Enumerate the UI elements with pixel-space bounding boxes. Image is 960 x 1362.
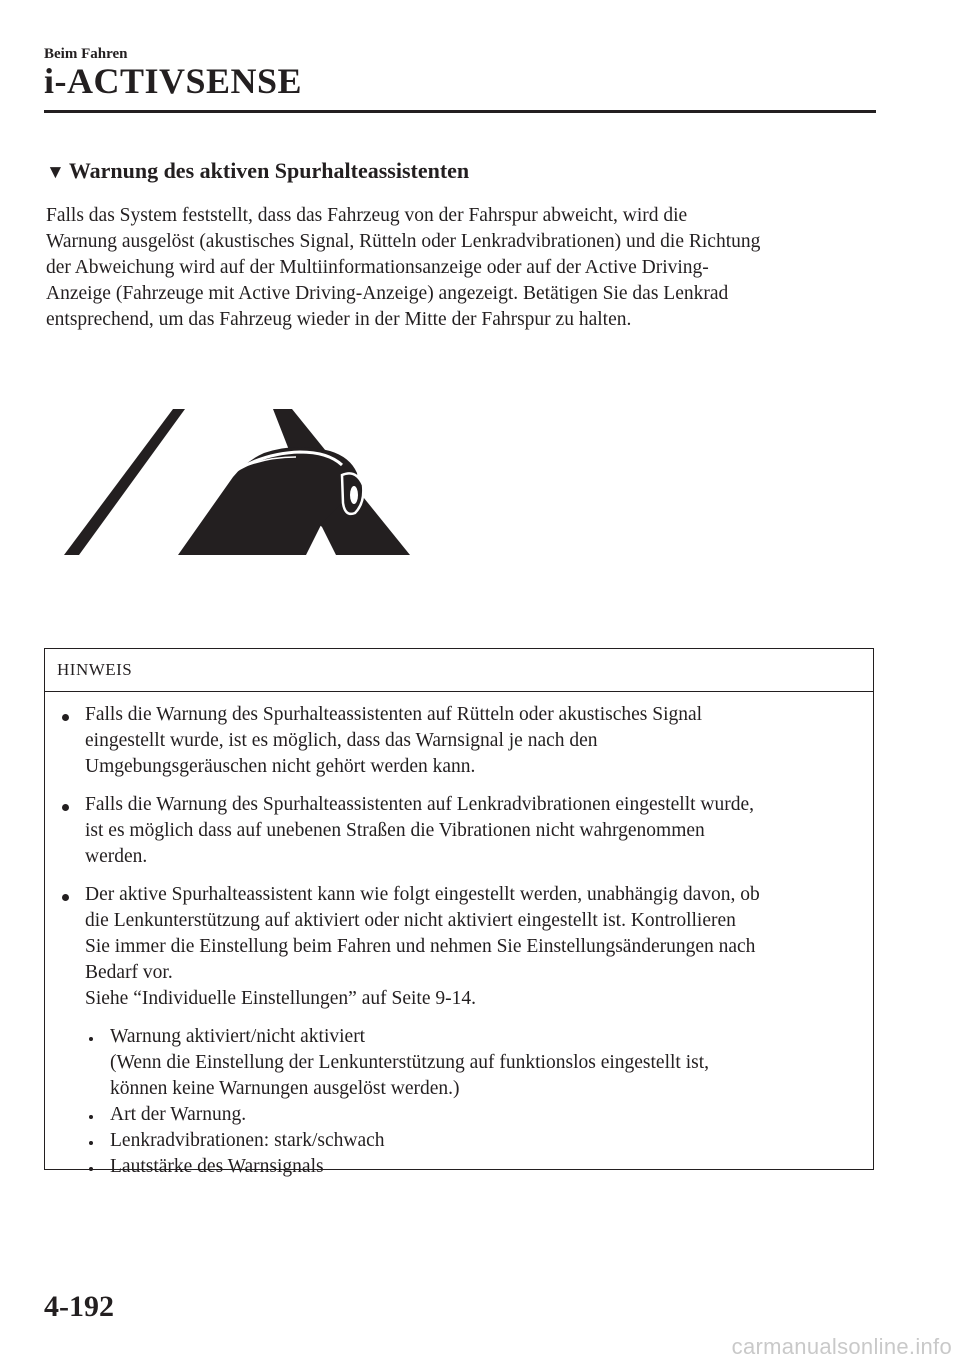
settings-line: können keine Warnungen ausgelöst werden.) bbox=[110, 1078, 460, 1099]
section-body bbox=[46, 203, 886, 333]
settings-list-item bbox=[45, 1128, 873, 1154]
note-box bbox=[44, 648, 874, 1177]
body-line: Anzeige (Fahrzeuge mit Active Driving-Anzeige) angezeigt. Betätigen Sie das Lenkrad bbox=[46, 283, 729, 304]
breadcrumb: Beim Fahren bbox=[44, 46, 128, 62]
section-title: Warnung des aktiven Spurhalteassistenten bbox=[68, 158, 470, 183]
bullet-line: Sie immer die Einstellung beim Fahren und nehmen Sie Einstellungsänderungen nach bbox=[85, 936, 756, 957]
settings-list-item bbox=[45, 1024, 873, 1102]
lane-departure-warning-icon bbox=[60, 405, 415, 557]
cross-reference: Siehe “Individuelle Einstellungen” auf Seite 9-14. bbox=[85, 988, 476, 1009]
settings-list-item bbox=[45, 1154, 873, 1180]
chapter-title: i-ACTIVSENSE bbox=[44, 61, 303, 101]
bullet-icon bbox=[62, 714, 69, 721]
note-bullet bbox=[45, 702, 873, 780]
bullet-line: Falls die Warnung des Spurhalteassistenten auf Lenkradvibrationen eingestellt wurde, bbox=[85, 794, 755, 815]
page-number: 4-192 bbox=[44, 1290, 114, 1323]
note-bullet bbox=[45, 882, 873, 1012]
body-line: der Abweichung wird auf der Multiinformationsanzeige oder auf der Active Driving- bbox=[46, 257, 709, 278]
settings-list bbox=[45, 1024, 873, 1180]
bullet-line: Falls die Warnung des Spurhalteassistenten auf Rütteln oder akustisches Signal bbox=[85, 704, 703, 725]
note-bullet bbox=[45, 792, 873, 870]
down-triangle-icon: ▼ bbox=[46, 162, 65, 183]
small-bullet-icon bbox=[89, 1115, 93, 1119]
small-bullet-icon bbox=[89, 1141, 93, 1145]
settings-line: Art der Warnung. bbox=[110, 1104, 247, 1125]
body-line: Falls das System feststellt, dass das Fahrzeug von der Fahrspur abweicht, wird die bbox=[46, 205, 688, 226]
body-line: entsprechend, um das Fahrzeug wieder in der Mitte der Fahrspur zu halten. bbox=[46, 309, 632, 330]
note-heading: HINWEIS bbox=[45, 649, 873, 692]
note-body bbox=[45, 692, 873, 1180]
bullet-icon bbox=[62, 804, 69, 811]
settings-list-item bbox=[45, 1102, 873, 1128]
bullet-line: Umgebungsgeräuschen nicht gehört werden kann. bbox=[85, 756, 476, 777]
section-heading bbox=[46, 158, 469, 184]
small-bullet-icon bbox=[89, 1037, 93, 1041]
bullet-line: werden. bbox=[85, 846, 148, 867]
small-bullet-icon bbox=[89, 1167, 93, 1171]
bullet-line: Bedarf vor. bbox=[85, 962, 173, 983]
bullet-line: eingestellt wurde, ist es möglich, dass das Warnsignal je nach den bbox=[85, 730, 598, 751]
header-rule bbox=[44, 110, 876, 113]
body-line: Warnung ausgelöst (akustisches Signal, Rütteln oder Lenkradvibrationen) und die Richtung bbox=[46, 231, 761, 252]
settings-line: (Wenn die Einstellung der Lenkunterstützung auf funktionslos eingestellt ist, bbox=[110, 1052, 710, 1073]
bullet-line: die Lenkunterstützung auf aktiviert oder nicht aktiviert eingestellt ist. Kontrollieren bbox=[85, 910, 736, 931]
watermark: carmanualsonline.info bbox=[731, 1334, 952, 1359]
settings-line: Lautstärke des Warnsignals bbox=[110, 1156, 324, 1177]
bullet-icon bbox=[62, 894, 69, 901]
settings-line: Warnung aktiviert/nicht aktiviert bbox=[110, 1026, 366, 1047]
settings-line: Lenkradvibrationen: stark/schwach bbox=[110, 1130, 385, 1151]
bullet-line: ist es möglich dass auf unebenen Straßen die Vibrationen nicht wahrgenommen bbox=[85, 820, 705, 841]
bullet-line: Der aktive Spurhalteassistent kann wie folgt eingestellt werden, unabhängig davon, ob bbox=[85, 884, 760, 905]
left-lane-line bbox=[64, 409, 185, 555]
